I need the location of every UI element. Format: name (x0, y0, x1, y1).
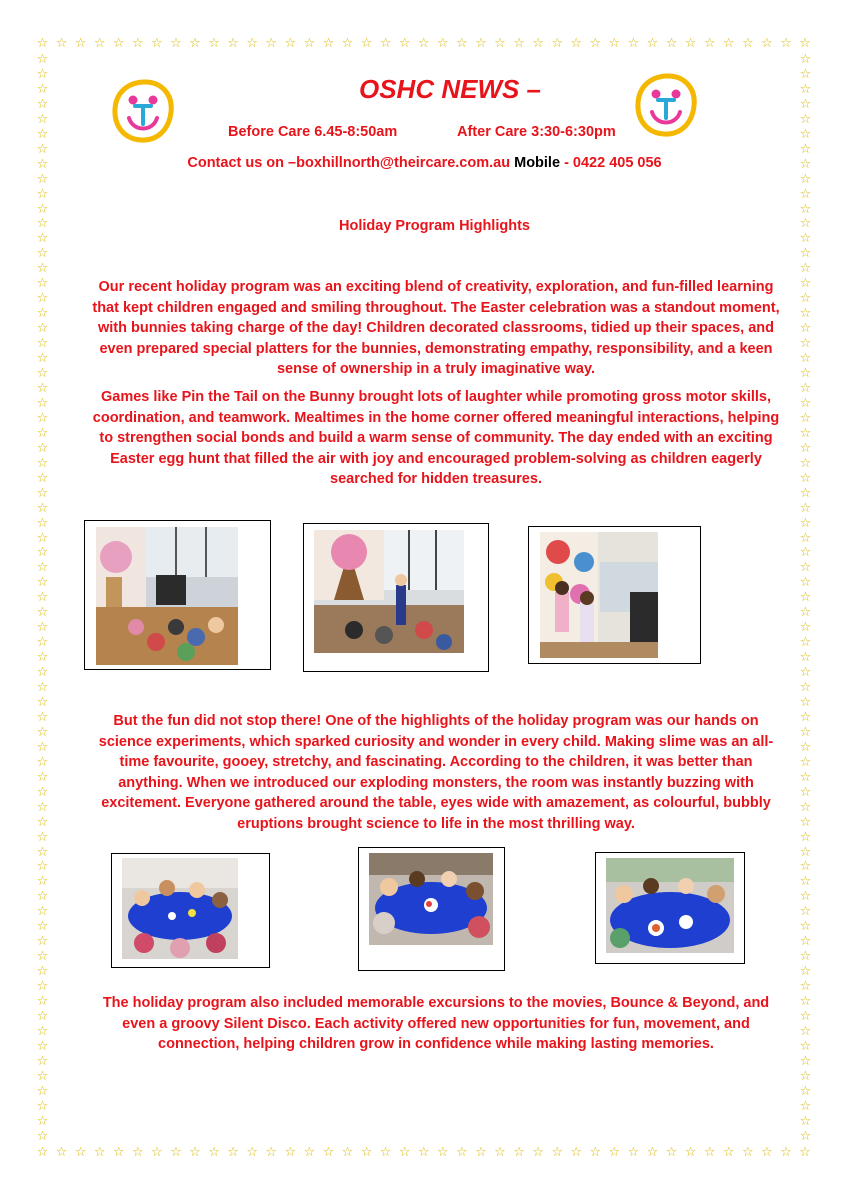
border-star-icon: ☆ (360, 36, 373, 51)
border-star-icon: ☆ (36, 171, 49, 187)
border-star-icon: ☆ (36, 201, 49, 217)
border-star-icon: ☆ (532, 1145, 544, 1160)
border-star-icon: ☆ (627, 1145, 640, 1160)
border-star-icon: ☆ (799, 739, 812, 755)
border-star-icon: ☆ (799, 934, 812, 950)
border-star-icon: ☆ (36, 515, 49, 531)
paragraph-games: Games like Pin the Tail on the Bunny brought lots of laughter while promoting gross motor skills, coordination, and teamwork. Mealtimes in the home corner offered meaningful interactions, helping to strengthen social bonds and build a warm sense of community. The day ended with an exciting Easter egg hunt that filled the air with joy and encouraged problem-solving as children eagerly searched for hidden treasures. (92, 389, 780, 487)
border-star-icon: ☆ (36, 859, 49, 875)
border-star-icon: ☆ (36, 949, 49, 965)
border-star-icon: ☆ (456, 1145, 468, 1160)
border-star-icon: ☆ (36, 1023, 49, 1039)
border-star-icon: ☆ (36, 216, 49, 232)
border-star-icon: ☆ (799, 1083, 812, 1099)
border-star-icon: ☆ (36, 1038, 49, 1054)
border-star-icon: ☆ (799, 904, 812, 920)
border-star-icon: ☆ (36, 306, 49, 322)
border-star-icon: ☆ (189, 36, 201, 51)
star-border-right (799, 53, 812, 1143)
border-star-icon: ☆ (398, 36, 411, 51)
border-star-icon: ☆ (799, 784, 812, 800)
border-star-icon: ☆ (265, 1145, 278, 1160)
border-star-icon: ☆ (36, 66, 49, 82)
border-star-icon: ☆ (799, 276, 812, 292)
border-star-icon: ☆ (799, 1053, 812, 1069)
border-star-icon: ☆ (799, 440, 812, 456)
border-star-icon: ☆ (780, 1145, 792, 1160)
star-border-left (36, 53, 49, 1143)
border-star-icon: ☆ (799, 66, 812, 82)
border-star-icon: ☆ (36, 964, 49, 980)
border-star-icon: ☆ (799, 844, 812, 860)
border-star-icon: ☆ (36, 52, 49, 67)
border-star-icon: ☆ (799, 126, 812, 142)
border-star-icon: ☆ (799, 530, 812, 546)
border-star-icon: ☆ (398, 1145, 411, 1160)
border-star-icon: ☆ (36, 754, 49, 770)
border-star-icon: ☆ (722, 1145, 735, 1160)
border-star-icon: ☆ (799, 485, 812, 501)
mobile-label: Mobile (514, 155, 561, 171)
after-care-hours: After Care 3:30-6:30pm (457, 124, 616, 140)
border-star-icon: ☆ (799, 680, 812, 696)
border-star-icon: ☆ (189, 1145, 201, 1160)
border-star-icon: ☆ (799, 814, 812, 830)
border-star-icon: ☆ (475, 36, 487, 51)
border-star-icon: ☆ (170, 36, 182, 51)
border-star-icon: ☆ (36, 739, 49, 755)
border-star-icon: ☆ (799, 186, 812, 202)
border-star-icon: ☆ (799, 1098, 812, 1114)
border-star-icon: ☆ (799, 455, 812, 471)
border-star-icon: ☆ (112, 1145, 125, 1160)
border-star-icon: ☆ (570, 1145, 583, 1160)
border-star-icon: ☆ (761, 36, 773, 51)
border-star-icon: ☆ (589, 1145, 602, 1160)
border-star-icon: ☆ (799, 380, 812, 396)
border-star-icon: ☆ (36, 799, 49, 815)
border-star-icon: ☆ (799, 291, 812, 307)
border-star-icon: ☆ (417, 36, 430, 51)
border-star-icon: ☆ (436, 1145, 449, 1160)
border-star-icon: ☆ (208, 36, 220, 51)
border-star-icon: ☆ (741, 1145, 754, 1160)
border-star-icon: ☆ (799, 201, 812, 217)
border-star-icon: ☆ (265, 36, 278, 51)
border-star-icon: ☆ (36, 500, 49, 516)
border-star-icon: ☆ (646, 36, 659, 51)
border-star-icon: ☆ (36, 934, 49, 950)
border-star-icon: ☆ (799, 1068, 812, 1084)
border-star-icon: ☆ (799, 246, 812, 262)
border-star-icon: ☆ (36, 590, 49, 606)
border-star-icon: ☆ (36, 814, 49, 830)
border-star-icon: ☆ (799, 799, 812, 815)
border-star-icon: ☆ (36, 1098, 49, 1114)
border-star-icon: ☆ (36, 1128, 49, 1144)
border-star-icon: ☆ (799, 694, 812, 710)
section-title: Holiday Program Highlights (339, 218, 530, 234)
border-star-icon: ☆ (799, 590, 812, 606)
border-star-icon: ☆ (475, 1145, 487, 1160)
photo-egg-hunt (540, 532, 658, 658)
border-star-icon: ☆ (494, 1145, 506, 1160)
border-star-icon: ☆ (36, 96, 49, 112)
border-star-icon: ☆ (36, 844, 49, 860)
border-star-icon: ☆ (36, 620, 49, 636)
border-star-icon: ☆ (36, 1083, 49, 1099)
border-star-icon: ☆ (799, 994, 812, 1010)
border-star-icon: ☆ (36, 380, 49, 396)
border-star-icon: ☆ (131, 1145, 144, 1160)
border-star-icon: ☆ (227, 1145, 239, 1160)
border-star-icon: ☆ (36, 530, 49, 546)
border-star-icon: ☆ (799, 650, 812, 666)
border-star-icon: ☆ (36, 470, 49, 486)
border-star-icon: ☆ (799, 724, 812, 740)
border-star-icon: ☆ (780, 36, 792, 51)
border-star-icon: ☆ (799, 1009, 812, 1024)
border-star-icon: ☆ (36, 650, 49, 666)
border-star-icon: ☆ (93, 1145, 106, 1160)
contact-email[interactable]: Contact us on –boxhillnorth@theircare.com.au (187, 155, 511, 171)
border-star-icon: ☆ (36, 1145, 49, 1160)
border-star-icon: ☆ (284, 1145, 297, 1160)
border-star-icon: ☆ (799, 500, 812, 516)
border-star-icon: ☆ (703, 1145, 716, 1160)
border-star-icon: ☆ (799, 156, 812, 172)
border-star-icon: ☆ (36, 321, 49, 337)
newsletter-title: OSHC NEWS – (358, 74, 542, 104)
border-star-icon: ☆ (799, 111, 812, 127)
border-star-icon: ☆ (799, 919, 812, 935)
border-star-icon: ☆ (513, 36, 525, 51)
border-star-icon: ☆ (799, 620, 812, 636)
border-star-icon: ☆ (627, 36, 640, 51)
border-star-icon: ☆ (36, 979, 49, 995)
border-star-icon: ☆ (36, 829, 49, 845)
border-star-icon: ☆ (36, 395, 49, 411)
border-star-icon: ☆ (36, 81, 49, 97)
border-star-icon: ☆ (379, 36, 392, 51)
border-star-icon: ☆ (799, 336, 812, 352)
border-star-icon: ☆ (799, 351, 812, 367)
border-star-icon: ☆ (341, 36, 354, 51)
border-star-icon: ☆ (360, 1145, 373, 1160)
border-star-icon: ☆ (36, 724, 49, 740)
border-star-icon: ☆ (761, 1145, 773, 1160)
border-star-icon: ☆ (208, 1145, 220, 1160)
border-star-icon: ☆ (799, 979, 812, 995)
border-star-icon: ☆ (665, 1145, 678, 1160)
border-star-icon: ☆ (799, 216, 812, 232)
theircare-logo-icon (111, 78, 175, 144)
star-border-bottom (36, 1146, 812, 1159)
border-star-icon: ☆ (799, 366, 812, 382)
border-star-icon: ☆ (36, 635, 49, 651)
border-star-icon: ☆ (799, 395, 812, 411)
border-star-icon: ☆ (456, 36, 468, 51)
border-star-icon: ☆ (799, 1023, 812, 1039)
border-star-icon: ☆ (799, 859, 812, 875)
border-star-icon: ☆ (799, 635, 812, 651)
border-star-icon: ☆ (799, 425, 812, 441)
border-star-icon: ☆ (93, 36, 106, 51)
border-star-icon: ☆ (684, 1145, 697, 1160)
border-star-icon: ☆ (799, 261, 812, 277)
border-star-icon: ☆ (36, 769, 49, 785)
paragraph-science: But the fun did not stop there! One of the highlights of the holiday program was our hands on science experiments, which sparked curiosity and wonder in every child. Making slime was an all-time favourite, gooey, stretchy, and fascinating. According to the children, it was better than anything. When we introduced our exploding monsters, the room was instantly buzzing with excitement. Everyone gathered around the table, eyes wide with amazement, as colourful, bubbly eruptions brought science to life in the most thrilling way. (98, 713, 774, 832)
border-star-icon: ☆ (684, 36, 697, 51)
border-star-icon: ☆ (799, 515, 812, 531)
border-star-icon: ☆ (799, 171, 812, 187)
border-star-icon: ☆ (799, 874, 812, 890)
border-star-icon: ☆ (36, 694, 49, 710)
border-star-icon: ☆ (36, 874, 49, 890)
border-star-icon: ☆ (36, 485, 49, 501)
border-star-icon: ☆ (74, 1145, 87, 1160)
border-star-icon: ☆ (112, 36, 125, 51)
border-star-icon: ☆ (551, 1145, 564, 1160)
border-star-icon: ☆ (799, 605, 812, 621)
border-star-icon: ☆ (799, 964, 812, 980)
border-star-icon: ☆ (151, 1145, 163, 1160)
border-star-icon: ☆ (570, 36, 583, 51)
border-star-icon: ☆ (799, 96, 812, 112)
border-star-icon: ☆ (36, 889, 49, 905)
contact-line (0, 155, 849, 171)
border-star-icon: ☆ (608, 36, 621, 51)
border-star-icon: ☆ (551, 36, 564, 51)
border-star-icon: ☆ (303, 1145, 316, 1160)
border-star-icon: ☆ (246, 1145, 259, 1160)
border-star-icon: ☆ (799, 1113, 812, 1129)
border-star-icon: ☆ (799, 141, 812, 157)
border-star-icon: ☆ (799, 829, 812, 845)
border-star-icon: ☆ (799, 769, 812, 785)
border-star-icon: ☆ (36, 904, 49, 920)
border-star-icon: ☆ (799, 231, 812, 247)
border-star-icon: ☆ (151, 36, 163, 51)
border-star-icon: ☆ (322, 36, 335, 51)
border-star-icon: ☆ (722, 36, 735, 51)
border-star-icon: ☆ (799, 665, 812, 681)
border-star-icon: ☆ (36, 1053, 49, 1069)
border-star-icon: ☆ (55, 36, 68, 51)
border-star-icon: ☆ (36, 231, 49, 247)
border-star-icon: ☆ (741, 36, 754, 51)
border-star-icon: ☆ (799, 949, 812, 965)
border-star-icon: ☆ (36, 994, 49, 1010)
border-star-icon: ☆ (532, 36, 544, 51)
photo-science-table-2 (369, 853, 493, 945)
border-star-icon: ☆ (494, 36, 506, 51)
border-star-icon: ☆ (36, 126, 49, 142)
border-star-icon: ☆ (341, 1145, 354, 1160)
border-star-icon: ☆ (799, 36, 811, 51)
border-star-icon: ☆ (36, 351, 49, 367)
border-star-icon: ☆ (513, 1145, 525, 1160)
border-star-icon: ☆ (36, 410, 49, 426)
border-star-icon: ☆ (417, 1145, 430, 1160)
border-star-icon: ☆ (36, 709, 49, 725)
border-star-icon: ☆ (436, 36, 449, 51)
border-star-icon: ☆ (36, 261, 49, 277)
border-star-icon: ☆ (36, 605, 49, 621)
border-star-icon: ☆ (131, 36, 144, 51)
border-star-icon: ☆ (36, 336, 49, 352)
border-star-icon: ☆ (799, 889, 812, 905)
border-star-icon: ☆ (36, 186, 49, 202)
border-star-icon: ☆ (74, 36, 87, 51)
border-star-icon: ☆ (303, 36, 316, 51)
border-star-icon: ☆ (36, 919, 49, 935)
border-star-icon: ☆ (36, 36, 49, 51)
border-star-icon: ☆ (608, 1145, 621, 1160)
paragraph-easter: Our recent holiday program was an exciting blend of creativity, exploration, and fun-filled learning that kept children engaged and smiling throughout. The Easter celebration was a standout moment, with bunnies taking charge of the day! Children decorated classrooms, tidied up their spaces, and even prepared special platters for the bunnies, demonstrating empathy, responsibility, and a keen sense of ownership in a truly imaginative way. (92, 279, 780, 377)
before-care-hours: Before Care 6.45-8:50am (228, 124, 398, 140)
border-star-icon: ☆ (379, 1145, 392, 1160)
border-star-icon: ☆ (170, 1145, 182, 1160)
border-star-icon: ☆ (799, 709, 812, 725)
border-star-icon: ☆ (799, 81, 812, 97)
border-star-icon: ☆ (799, 321, 812, 337)
border-star-icon: ☆ (799, 470, 812, 486)
border-star-icon: ☆ (799, 754, 812, 770)
border-star-icon: ☆ (799, 52, 812, 67)
border-star-icon: ☆ (36, 1113, 49, 1129)
border-star-icon: ☆ (284, 36, 297, 51)
border-star-icon: ☆ (646, 1145, 659, 1160)
border-star-icon: ☆ (36, 455, 49, 471)
border-star-icon: ☆ (36, 291, 49, 307)
star-border-top (36, 37, 812, 50)
border-star-icon: ☆ (322, 1145, 335, 1160)
border-star-icon: ☆ (36, 141, 49, 157)
photo-classroom-circle (96, 527, 238, 665)
border-star-icon: ☆ (665, 36, 678, 51)
photo-science-table-1 (122, 858, 238, 959)
border-star-icon: ☆ (36, 440, 49, 456)
border-star-icon: ☆ (799, 306, 812, 322)
border-star-icon: ☆ (799, 575, 812, 591)
border-star-icon: ☆ (799, 545, 812, 561)
border-star-icon: ☆ (246, 36, 259, 51)
border-star-icon: ☆ (36, 156, 49, 172)
border-star-icon: ☆ (36, 575, 49, 591)
border-star-icon: ☆ (799, 410, 812, 426)
border-star-icon: ☆ (36, 680, 49, 696)
border-star-icon: ☆ (55, 1145, 68, 1160)
mobile-number: - 0422 405 056 (564, 155, 662, 171)
paragraph-excursions: The holiday program also included memorable excursions to the movies, Bounce & Beyond, and even a groovy Silent Disco. Each activity offered new opportunities for fun, movement, and connection, helping children grow in confidence while making lasting memories. (102, 995, 770, 1052)
border-star-icon: ☆ (36, 366, 49, 382)
border-star-icon: ☆ (36, 1068, 49, 1084)
border-star-icon: ☆ (36, 545, 49, 561)
border-star-icon: ☆ (589, 36, 602, 51)
border-star-icon: ☆ (36, 276, 49, 292)
border-star-icon: ☆ (36, 665, 49, 681)
border-star-icon: ☆ (36, 246, 49, 262)
border-star-icon: ☆ (799, 1128, 812, 1144)
border-star-icon: ☆ (799, 1145, 811, 1160)
photo-classroom-game (314, 530, 464, 653)
border-star-icon: ☆ (799, 1038, 812, 1054)
border-star-icon: ☆ (36, 560, 49, 576)
border-star-icon: ☆ (36, 111, 49, 127)
border-star-icon: ☆ (703, 36, 716, 51)
border-star-icon: ☆ (36, 784, 49, 800)
border-star-icon: ☆ (227, 36, 239, 51)
border-star-icon: ☆ (36, 425, 49, 441)
border-star-icon: ☆ (799, 560, 812, 576)
border-star-icon: ☆ (36, 1009, 49, 1024)
photo-science-table-3 (606, 858, 734, 953)
